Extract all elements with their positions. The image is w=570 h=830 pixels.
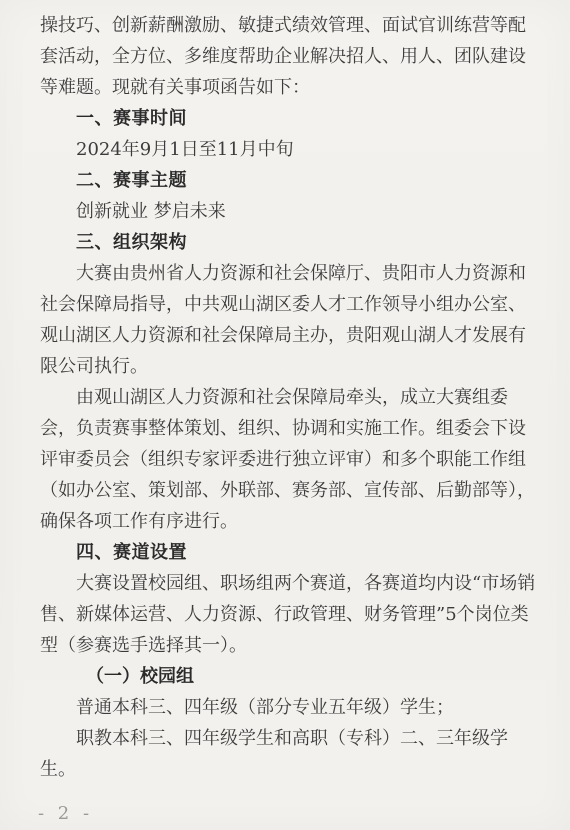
intro-paragraph: 操技巧、创新薪酬激励、敏捷式绩效管理、面试官训练营等配套活动，全方位、多维度帮助企业解决招人、用人、团队建设等难题。现就有关事项函告如下：: [40, 15, 526, 98]
subsection-heading-campus: （一）校园组: [86, 666, 194, 687]
event-time-text: 2024年9月1日至11月中旬: [76, 139, 294, 160]
document-body: [40, 0, 540, 785]
organization-paragraph-2: 由观山湖区人力资源和社会保障局牵头，成立大赛组委会，负责赛事整体策划、组织、协调和实施工作。组委会下设评审委员会（组织专家评委进行独立评审）和多个职能工作组（如办公室、策划部、外联部、赛务部、宣传部、后勤部等），确保各项工作有序进行。: [40, 387, 535, 532]
section-heading-tracks: 四、赛道设置: [76, 542, 187, 563]
organization-paragraph-1: 大赛由贵州省人力资源和社会保障厅、贵阳市人力资源和社会保障局指导，中共观山湖区委人才工作领导小组办公室、观山湖区人力资源和社会保障局主办，贵阳观山湖人才发展有限公司执行。: [40, 263, 526, 377]
campus-eligibility-2: 职教本科三、四年级学生和高职（专科）二、三年级学生。: [40, 728, 508, 780]
section-heading-organization: 三、组织架构: [76, 232, 187, 253]
section-heading-time: 一、赛事时间: [76, 108, 187, 129]
tracks-paragraph: 大赛设置校园组、职场组两个赛道，各赛道均内设“市场销售、新媒体运营、人力资源、行政管理、财务管理”5个岗位类型（参赛选手选择其一）。: [40, 573, 536, 656]
campus-eligibility-1: 普通本科三、四年级（部分专业五年级）学生；: [76, 697, 454, 718]
page-number: - 2 -: [38, 803, 94, 824]
event-theme-text: 创新就业 梦启未来: [76, 201, 226, 222]
section-heading-theme: 二、赛事主题: [76, 170, 187, 191]
